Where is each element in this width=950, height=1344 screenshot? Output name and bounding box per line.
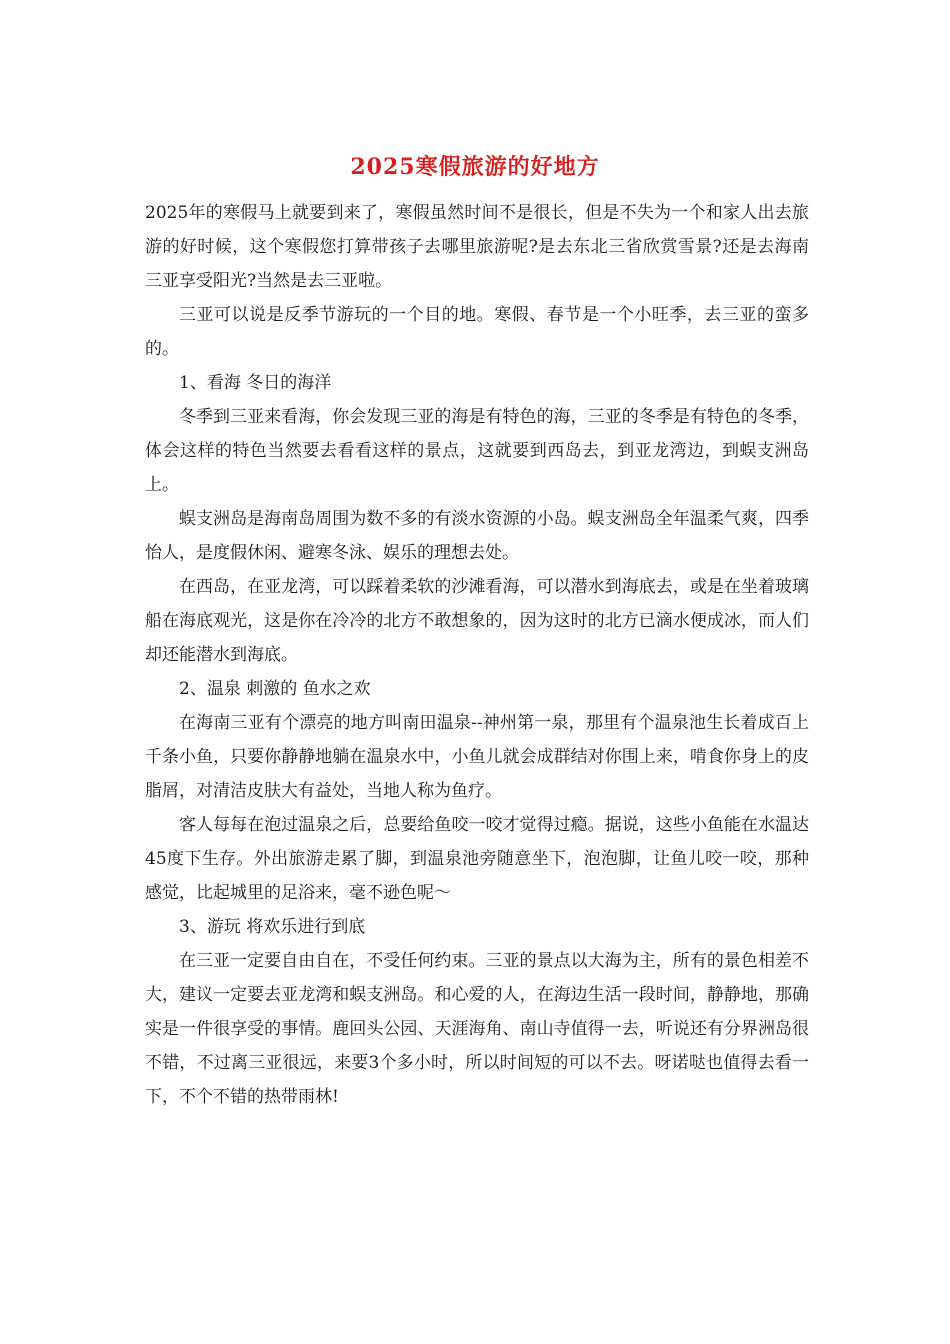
section-heading-2: 2、温泉 刺激的 鱼水之欢 <box>179 679 371 699</box>
section-heading-3: 3、游玩 将欢乐进行到底 <box>179 917 366 937</box>
paragraph: 在海南三亚有个漂亮的地方叫南田温泉--神州第一泉，那里有个温泉池生长着成百上千条小鱼，只要你静静地躺在温泉水中，小鱼儿就会成群结对你围上来，啃食你身上的皮脂屑，对清洁皮肤大有益处，当地人称为鱼疗。 <box>145 713 809 801</box>
section-heading-1: 1、看海 冬日的海洋 <box>179 373 332 393</box>
document-title: 2025寒假旅游的好地方 <box>350 154 600 180</box>
paragraph: 在三亚一定要自由自在，不受任何约束。三亚的景点以大海为主，所有的景色相差不大，建议一定要去亚龙湾和蜈支洲岛。和心爱的人，在海边生活一段时间，静静地，那确实是一件很享受的事情。鹿回头公园、天涯海角、南山寺值得一去，听说还有分界洲岛很不错，不过离三亚很远，来要3个多小时，所以时间短的可以不去。呀诺哒也值得去看一下，不个不错的热带雨林! <box>145 951 809 1107</box>
paragraph: 蜈支洲岛是海南岛周围为数不多的有淡水资源的小岛。蜈支洲岛全年温柔气爽，四季怡人，是度假休闲、避寒冬泳、娱乐的理想去处。 <box>145 509 809 563</box>
document-body <box>145 196 809 1114</box>
paragraph-intro: 2025年的寒假马上就要到来了，寒假虽然时间不是很长，但是不失为一个和家人出去旅游的好时候，这个寒假您打算带孩子去哪里旅游呢?是去东北三省欣赏雪景?还是去海南三亚享受阳光?当然是去三亚啦。 <box>145 203 809 291</box>
paragraph: 三亚可以说是反季节游玩的一个目的地。寒假、春节是一个小旺季，去三亚的蛮多的。 <box>145 305 809 359</box>
paragraph: 冬季到三亚来看海，你会发现三亚的海是有特色的海，三亚的冬季是有特色的冬季，体会这样的特色当然要去看看这样的景点，这就要到西岛去，到亚龙湾边，到蜈支洲岛上。 <box>145 407 809 495</box>
paragraph: 在西岛，在亚龙湾，可以踩着柔软的沙滩看海，可以潜水到海底去，或是在坐着玻璃船在海底观光，这是你在冷冷的北方不敢想象的，因为这时的北方已滴水便成冰，而人们却还能潜水到海底。 <box>145 577 809 665</box>
paragraph: 客人每每在泡过温泉之后，总要给鱼咬一咬才觉得过瘾。据说，这些小鱼能在水温达45度下生存。外出旅游走累了脚，到温泉池旁随意坐下，泡泡脚，让鱼儿咬一咬，那种感觉，比起城里的足浴来，毫不逊色呢～ <box>145 815 809 903</box>
